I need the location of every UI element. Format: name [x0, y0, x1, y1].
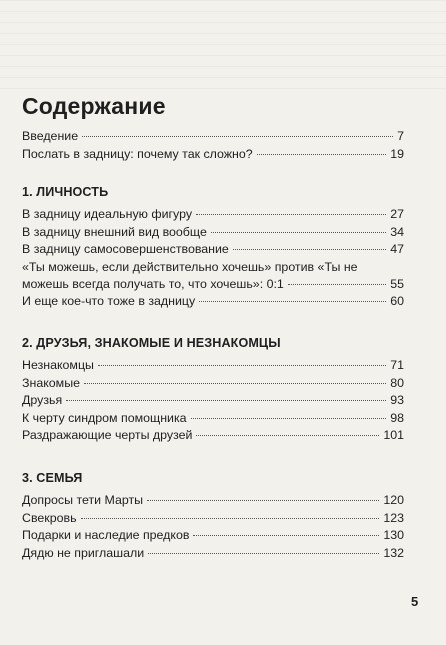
toc-entry-label: Незнакомцы — [22, 358, 94, 372]
page-number: 5 — [411, 594, 419, 609]
toc-entry-page: 123 — [383, 510, 404, 525]
toc-entry[interactable] — [22, 128, 404, 146]
toc-entry-label: В задницу самосовершенствование — [22, 242, 229, 257]
toc-entry[interactable] — [22, 375, 404, 393]
toc-entry[interactable] — [22, 492, 404, 510]
toc-entry-label: К черту синдром помощника — [22, 410, 187, 425]
toc-entry-page: 120 — [383, 493, 404, 507]
toc-entry-label: Подарки и наследие предков — [22, 528, 190, 543]
toc-entry[interactable] — [22, 392, 404, 410]
toc-entry-label: В задницу внешний вид вообще — [22, 224, 207, 239]
toc-intro — [22, 128, 404, 163]
toc-entry-page: 27 — [390, 207, 404, 221]
toc-entry-page: 19 — [390, 146, 404, 161]
leader-dots — [66, 400, 386, 401]
leader-dots — [84, 383, 386, 384]
leader-dots — [148, 553, 379, 554]
toc-entry-page: 71 — [390, 358, 404, 372]
toc-entry-page: 132 — [383, 545, 404, 560]
toc-entry-label-line2: можешь всегда получать то, что хочешь»: 0:1 — [22, 276, 284, 291]
toc-entry-page: 47 — [390, 242, 404, 257]
leader-dots — [147, 500, 379, 501]
leader-dots — [81, 518, 380, 519]
section-heading: 3. СЕМЬЯ — [22, 471, 83, 485]
leader-dots — [288, 284, 386, 285]
leader-dots — [233, 249, 386, 250]
toc-entry-label-line1: «Ты можешь, если действительно хочешь» против «Ты не — [22, 259, 358, 274]
toc-entry[interactable] — [22, 206, 404, 224]
toc-entry-label: В задницу идеальную фигуру — [22, 207, 193, 221]
toc-entry-page: 98 — [390, 410, 404, 425]
section-heading: 1. ЛИЧНОСТЬ — [22, 185, 109, 199]
leader-dots — [196, 435, 379, 436]
toc-entry-page: 130 — [383, 528, 404, 543]
leader-dots — [193, 535, 379, 536]
toc-entry-page: 101 — [383, 428, 404, 443]
toc-entry[interactable] — [22, 224, 404, 242]
toc-entry-label: Свекровь — [22, 510, 77, 525]
toc-section-1 — [22, 184, 404, 310]
toc-entry-label: Дядю не приглашали — [22, 545, 145, 560]
page-title: Содержание — [22, 93, 166, 119]
leader-dots — [257, 154, 387, 155]
toc-entry-page: 93 — [390, 393, 404, 408]
leader-dots — [196, 214, 386, 215]
toc-entry-page: 80 — [390, 375, 404, 390]
leader-dots — [191, 418, 387, 419]
toc-section-2 — [22, 335, 404, 445]
toc-entry-page: 7 — [397, 129, 404, 143]
toc-section-3 — [22, 470, 404, 562]
toc-entry-label: И еще кое-что тоже в задницу — [22, 293, 196, 308]
toc-entry-label: Друзья — [22, 393, 63, 408]
toc-entry-page: 55 — [390, 276, 404, 291]
toc-entry[interactable] — [22, 427, 404, 445]
toc-entry-page: 34 — [390, 224, 404, 239]
toc-entry-label: Допросы тети Марты — [22, 493, 144, 507]
section-heading: 2. ДРУЗЬЯ, ЗНАКОМЫЕ И НЕЗНАКОМЦЫ — [22, 336, 281, 350]
toc-entry[interactable] — [22, 259, 404, 293]
leader-dots — [82, 136, 393, 137]
toc-entry[interactable] — [22, 146, 404, 164]
leader-dots — [199, 301, 386, 302]
previous-page-bleed — [0, 0, 446, 92]
toc-entry[interactable] — [22, 293, 404, 311]
toc-entry[interactable] — [22, 357, 404, 375]
leader-dots — [211, 232, 386, 233]
toc-entry-page: 60 — [390, 293, 404, 308]
toc-entry-label: Введение — [22, 129, 79, 143]
toc-entry[interactable] — [22, 527, 404, 545]
toc-entry-label: Знакомые — [22, 375, 80, 390]
toc-entry[interactable] — [22, 545, 404, 563]
toc-entry[interactable] — [22, 510, 404, 528]
leader-dots — [98, 365, 386, 366]
toc-entry[interactable] — [22, 241, 404, 259]
toc-entry[interactable] — [22, 410, 404, 428]
toc-entry-label: Послать в задницу: почему так сложно? — [22, 146, 253, 161]
toc-entry-label: Раздражающие черты друзей — [22, 428, 193, 443]
